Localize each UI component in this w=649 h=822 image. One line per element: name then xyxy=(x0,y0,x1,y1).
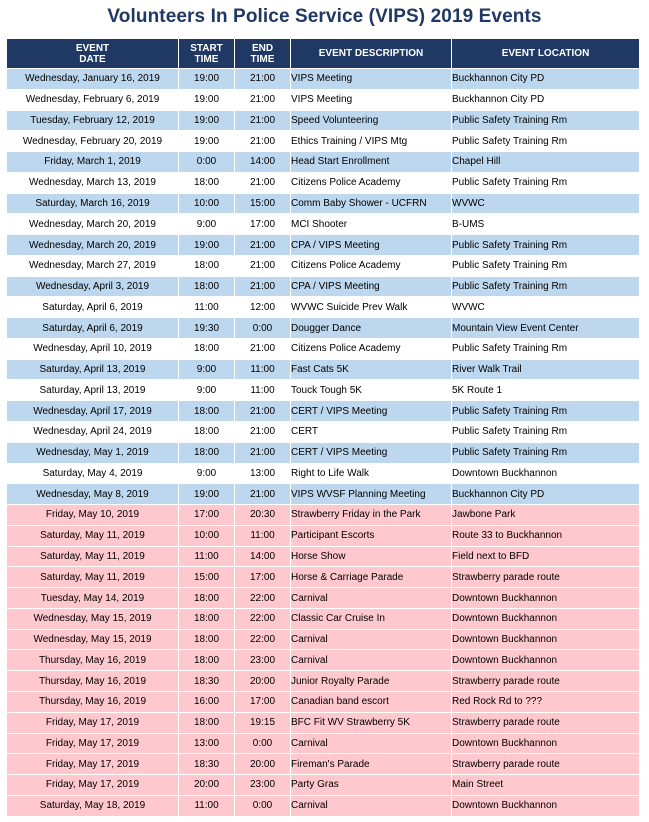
end-time-cell: 21:00 xyxy=(235,89,291,110)
event-location-cell: Public Safety Training Rm xyxy=(452,338,640,359)
event-location-cell: Downtown Buckhannon xyxy=(452,650,640,671)
event-description-cell: VIPS Meeting xyxy=(291,89,452,110)
event-location-cell: Buckhannon City PD xyxy=(452,69,640,90)
event-description-cell: Citizens Police Academy xyxy=(291,255,452,276)
table-row xyxy=(7,484,640,505)
table-row xyxy=(7,152,640,173)
event-date-cell: Friday, May 10, 2019 xyxy=(7,505,179,526)
event-date-cell: Saturday, May 4, 2019 xyxy=(7,463,179,484)
event-description-cell: Citizens Police Academy xyxy=(291,172,452,193)
table-row xyxy=(7,671,640,692)
event-location-cell: Downtown Buckhannon xyxy=(452,463,640,484)
event-description-cell: Horse Show xyxy=(291,546,452,567)
event-date-cell: Saturday, March 16, 2019 xyxy=(7,193,179,214)
start-time-cell: 18:00 xyxy=(179,650,235,671)
header-event-description: EVENT DESCRIPTION xyxy=(291,39,452,69)
start-time-cell: 9:00 xyxy=(179,463,235,484)
event-location-cell: Mountain View Event Center xyxy=(452,318,640,339)
end-time-cell: 15:00 xyxy=(235,193,291,214)
end-time-cell: 21:00 xyxy=(235,422,291,443)
event-description-cell: Touck Tough 5K xyxy=(291,380,452,401)
event-date-cell: Wednesday, May 8, 2019 xyxy=(7,484,179,505)
event-location-cell: Public Safety Training Rm xyxy=(452,235,640,256)
end-time-cell: 21:00 xyxy=(235,276,291,297)
start-time-cell: 18:00 xyxy=(179,588,235,609)
start-time-cell: 18:00 xyxy=(179,629,235,650)
header-end-time xyxy=(235,39,291,69)
table-row xyxy=(7,276,640,297)
table-row xyxy=(7,525,640,546)
event-location-cell: 5K Route 1 xyxy=(452,380,640,401)
start-time-cell: 11:00 xyxy=(179,795,235,816)
event-description-cell: VIPS Meeting xyxy=(291,69,452,90)
event-description-cell: Carnival xyxy=(291,588,452,609)
page-title: Volunteers In Police Service (VIPS) 2019 Events xyxy=(107,6,542,27)
event-description-cell: Speed Volunteering xyxy=(291,110,452,131)
table-row xyxy=(7,110,640,131)
end-time-cell: 11:00 xyxy=(235,380,291,401)
end-time-cell: 17:00 xyxy=(235,691,291,712)
start-time-cell: 11:00 xyxy=(179,546,235,567)
end-time-cell: 12:00 xyxy=(235,297,291,318)
end-time-cell: 21:00 xyxy=(235,255,291,276)
end-time-cell: 20:30 xyxy=(235,505,291,526)
event-date-cell: Friday, March 1, 2019 xyxy=(7,152,179,173)
start-time-cell: 18:00 xyxy=(179,401,235,422)
table-row xyxy=(7,422,640,443)
event-location-cell: Buckhannon City PD xyxy=(452,89,640,110)
end-time-cell: 14:00 xyxy=(235,546,291,567)
end-time-cell: 17:00 xyxy=(235,567,291,588)
event-date-cell: Wednesday, March 20, 2019 xyxy=(7,235,179,256)
event-date-cell: Wednesday, April 3, 2019 xyxy=(7,276,179,297)
table-row xyxy=(7,69,640,90)
event-location-cell: WVWC xyxy=(452,297,640,318)
event-location-cell: Downtown Buckhannon xyxy=(452,733,640,754)
event-location-cell: Route 33 to Buckhannon xyxy=(452,525,640,546)
end-time-cell: 11:00 xyxy=(235,525,291,546)
end-time-cell: 21:00 xyxy=(235,484,291,505)
header-start-time-line1: START xyxy=(190,42,223,54)
event-description-cell: Fast Cats 5K xyxy=(291,359,452,380)
event-description-cell: Canadian band escort xyxy=(291,691,452,712)
start-time-cell: 18:30 xyxy=(179,754,235,775)
header-event-date-line2: DATE xyxy=(79,53,106,65)
event-description-cell: CPA / VIPS Meeting xyxy=(291,235,452,256)
table-row xyxy=(7,318,640,339)
start-time-cell: 11:00 xyxy=(179,297,235,318)
event-location-cell: Public Safety Training Rm xyxy=(452,110,640,131)
event-location-cell: Strawberry parade route xyxy=(452,567,640,588)
event-date-cell: Wednesday, April 24, 2019 xyxy=(7,422,179,443)
start-time-cell: 18:30 xyxy=(179,671,235,692)
start-time-cell: 20:00 xyxy=(179,775,235,796)
event-description-cell: CERT / VIPS Meeting xyxy=(291,442,452,463)
start-time-cell: 9:00 xyxy=(179,359,235,380)
event-description-cell: CPA / VIPS Meeting xyxy=(291,276,452,297)
event-date-cell: Friday, May 17, 2019 xyxy=(7,733,179,754)
table-row xyxy=(7,650,640,671)
start-time-cell: 19:00 xyxy=(179,131,235,152)
event-location-cell: Public Safety Training Rm xyxy=(452,131,640,152)
end-time-cell: 14:00 xyxy=(235,152,291,173)
event-date-cell: Saturday, April 6, 2019 xyxy=(7,297,179,318)
event-date-cell: Friday, May 17, 2019 xyxy=(7,775,179,796)
event-location-cell: Public Safety Training Rm xyxy=(452,401,640,422)
event-date-cell: Wednesday, March 20, 2019 xyxy=(7,214,179,235)
table-row xyxy=(7,588,640,609)
event-location-cell: Main Street xyxy=(452,775,640,796)
event-description-cell: Junior Royalty Parade xyxy=(291,671,452,692)
event-location-cell: WVWC xyxy=(452,193,640,214)
event-location-cell: Public Safety Training Rm xyxy=(452,255,640,276)
table-row xyxy=(7,505,640,526)
event-location-cell: Downtown Buckhannon xyxy=(452,795,640,816)
event-date-cell: Wednesday, May 1, 2019 xyxy=(7,442,179,463)
event-date-cell: Saturday, May 11, 2019 xyxy=(7,525,179,546)
table-row xyxy=(7,131,640,152)
event-date-cell: Thursday, May 16, 2019 xyxy=(7,650,179,671)
end-time-cell: 13:00 xyxy=(235,463,291,484)
event-date-cell: Saturday, May 11, 2019 xyxy=(7,567,179,588)
table-row xyxy=(7,401,640,422)
end-time-cell: 23:00 xyxy=(235,650,291,671)
start-time-cell: 16:00 xyxy=(179,691,235,712)
end-time-cell: 0:00 xyxy=(235,733,291,754)
end-time-cell: 22:00 xyxy=(235,608,291,629)
end-time-cell: 20:00 xyxy=(235,754,291,775)
event-description-cell: Right to Life Walk xyxy=(291,463,452,484)
start-time-cell: 19:00 xyxy=(179,235,235,256)
table-row xyxy=(7,255,640,276)
start-time-cell: 10:00 xyxy=(179,193,235,214)
event-date-cell: Wednesday, March 13, 2019 xyxy=(7,172,179,193)
event-date-cell: Wednesday, March 27, 2019 xyxy=(7,255,179,276)
event-location-cell: River Walk Trail xyxy=(452,359,640,380)
event-location-cell: Downtown Buckhannon xyxy=(452,608,640,629)
table-row xyxy=(7,193,640,214)
table-row xyxy=(7,214,640,235)
start-time-cell: 0:00 xyxy=(179,152,235,173)
end-time-cell: 21:00 xyxy=(235,338,291,359)
end-time-cell: 21:00 xyxy=(235,401,291,422)
table-row xyxy=(7,172,640,193)
end-time-cell: 20:00 xyxy=(235,671,291,692)
end-time-cell: 22:00 xyxy=(235,629,291,650)
table-row xyxy=(7,733,640,754)
header-start-time xyxy=(179,39,235,69)
table-row xyxy=(7,235,640,256)
event-location-cell: Red Rock Rd to ??? xyxy=(452,691,640,712)
event-date-cell: Tuesday, May 14, 2019 xyxy=(7,588,179,609)
table-row xyxy=(7,297,640,318)
event-description-cell: Comm Baby Shower - UCFRN xyxy=(291,193,452,214)
event-description-cell: Dougger Dance xyxy=(291,318,452,339)
table-row xyxy=(7,463,640,484)
event-date-cell: Wednesday, April 17, 2019 xyxy=(7,401,179,422)
event-location-cell: Public Safety Training Rm xyxy=(452,172,640,193)
event-description-cell: Strawberry Friday in the Park xyxy=(291,505,452,526)
header-start-time-line2: TIME xyxy=(194,53,219,65)
event-date-cell: Wednesday, February 20, 2019 xyxy=(7,131,179,152)
header-end-time-line1: END xyxy=(251,42,274,54)
table-row xyxy=(7,89,640,110)
table-row xyxy=(7,442,640,463)
event-date-cell: Saturday, April 6, 2019 xyxy=(7,318,179,339)
event-location-cell: Chapel Hill xyxy=(452,152,640,173)
start-time-cell: 19:00 xyxy=(179,69,235,90)
event-location-cell: Strawberry parade route xyxy=(452,754,640,775)
event-date-cell: Wednesday, April 10, 2019 xyxy=(7,338,179,359)
event-description-cell: Carnival xyxy=(291,650,452,671)
table-row xyxy=(7,338,640,359)
start-time-cell: 18:00 xyxy=(179,712,235,733)
end-time-cell: 11:00 xyxy=(235,359,291,380)
start-time-cell: 19:30 xyxy=(179,318,235,339)
end-time-cell: 21:00 xyxy=(235,131,291,152)
start-time-cell: 18:00 xyxy=(179,255,235,276)
event-description-cell: WVWC Suicide Prev Walk xyxy=(291,297,452,318)
event-description-cell: BFC Fit WV Strawberry 5K xyxy=(291,712,452,733)
start-time-cell: 10:00 xyxy=(179,525,235,546)
end-time-cell: 23:00 xyxy=(235,775,291,796)
start-time-cell: 9:00 xyxy=(179,214,235,235)
event-description-cell: Ethics Training / VIPS Mtg xyxy=(291,131,452,152)
table-row xyxy=(7,795,640,816)
event-description-cell: Citizens Police Academy xyxy=(291,338,452,359)
start-time-cell: 19:00 xyxy=(179,110,235,131)
end-time-cell: 21:00 xyxy=(235,235,291,256)
table-row xyxy=(7,567,640,588)
start-time-cell: 13:00 xyxy=(179,733,235,754)
event-location-cell: Strawberry parade route xyxy=(452,712,640,733)
table-row xyxy=(7,775,640,796)
end-time-cell: 22:00 xyxy=(235,588,291,609)
table-row xyxy=(7,608,640,629)
header-event-date-line1: EVENT xyxy=(75,42,110,54)
event-date-cell: Thursday, May 16, 2019 xyxy=(7,671,179,692)
event-location-cell: B-UMS xyxy=(452,214,640,235)
event-location-cell: Field next to BFD xyxy=(452,546,640,567)
event-description-cell: CERT / VIPS Meeting xyxy=(291,401,452,422)
event-description-cell: Carnival xyxy=(291,629,452,650)
end-time-cell: 21:00 xyxy=(235,172,291,193)
event-description-cell: Classic Car Cruise In xyxy=(291,608,452,629)
event-description-cell: Horse & Carriage Parade xyxy=(291,567,452,588)
event-location-cell: Public Safety Training Rm xyxy=(452,442,640,463)
event-description-cell: Participant Escorts xyxy=(291,525,452,546)
end-time-cell: 0:00 xyxy=(235,318,291,339)
events-table xyxy=(6,38,640,817)
end-time-cell: 21:00 xyxy=(235,110,291,131)
header-event-date xyxy=(7,39,179,69)
event-description-cell: Party Gras xyxy=(291,775,452,796)
table-row xyxy=(7,629,640,650)
end-time-cell: 21:00 xyxy=(235,69,291,90)
event-location-cell: Jawbone Park xyxy=(452,505,640,526)
start-time-cell: 18:00 xyxy=(179,172,235,193)
start-time-cell: 15:00 xyxy=(179,567,235,588)
end-time-cell: 21:00 xyxy=(235,442,291,463)
start-time-cell: 18:00 xyxy=(179,608,235,629)
start-time-cell: 19:00 xyxy=(179,89,235,110)
event-date-cell: Wednesday, January 16, 2019 xyxy=(7,69,179,90)
event-date-cell: Wednesday, May 15, 2019 xyxy=(7,629,179,650)
event-date-cell: Saturday, April 13, 2019 xyxy=(7,380,179,401)
event-description-cell: Carnival xyxy=(291,733,452,754)
table-row xyxy=(7,546,640,567)
table-row xyxy=(7,380,640,401)
start-time-cell: 9:00 xyxy=(179,380,235,401)
event-description-cell: VIPS WVSF Planning Meeting xyxy=(291,484,452,505)
event-location-cell: Downtown Buckhannon xyxy=(452,588,640,609)
header-end-time-line2: TIME xyxy=(250,53,275,65)
start-time-cell: 18:00 xyxy=(179,442,235,463)
start-time-cell: 17:00 xyxy=(179,505,235,526)
event-date-cell: Saturday, April 13, 2019 xyxy=(7,359,179,380)
table-row xyxy=(7,754,640,775)
event-rows xyxy=(7,69,640,817)
event-location-cell: Strawberry parade route xyxy=(452,671,640,692)
event-location-cell: Downtown Buckhannon xyxy=(452,629,640,650)
event-description-cell: CERT xyxy=(291,422,452,443)
event-location-cell: Buckhannon City PD xyxy=(452,484,640,505)
start-time-cell: 18:00 xyxy=(179,338,235,359)
header-row xyxy=(7,39,640,69)
event-date-cell: Wednesday, February 6, 2019 xyxy=(7,89,179,110)
event-date-cell: Friday, May 17, 2019 xyxy=(7,712,179,733)
event-date-cell: Thursday, May 16, 2019 xyxy=(7,691,179,712)
event-description-cell: Fireman's Parade xyxy=(291,754,452,775)
end-time-cell: 0:00 xyxy=(235,795,291,816)
event-description-cell: Carnival xyxy=(291,795,452,816)
start-time-cell: 18:00 xyxy=(179,422,235,443)
event-description-cell: MCI Shooter xyxy=(291,214,452,235)
start-time-cell: 19:00 xyxy=(179,484,235,505)
end-time-cell: 17:00 xyxy=(235,214,291,235)
event-location-cell: Public Safety Training Rm xyxy=(452,276,640,297)
header-event-location: EVENT LOCATION xyxy=(452,39,640,69)
event-location-cell: Public Safety Training Rm xyxy=(452,422,640,443)
table-row xyxy=(7,712,640,733)
end-time-cell: 19:15 xyxy=(235,712,291,733)
start-time-cell: 18:00 xyxy=(179,276,235,297)
table-row xyxy=(7,691,640,712)
event-date-cell: Saturday, May 11, 2019 xyxy=(7,546,179,567)
table-row xyxy=(7,359,640,380)
event-date-cell: Wednesday, May 15, 2019 xyxy=(7,608,179,629)
event-date-cell: Tuesday, February 12, 2019 xyxy=(7,110,179,131)
event-date-cell: Friday, May 17, 2019 xyxy=(7,754,179,775)
event-date-cell: Saturday, May 18, 2019 xyxy=(7,795,179,816)
event-description-cell: Head Start Enrollment xyxy=(291,152,452,173)
